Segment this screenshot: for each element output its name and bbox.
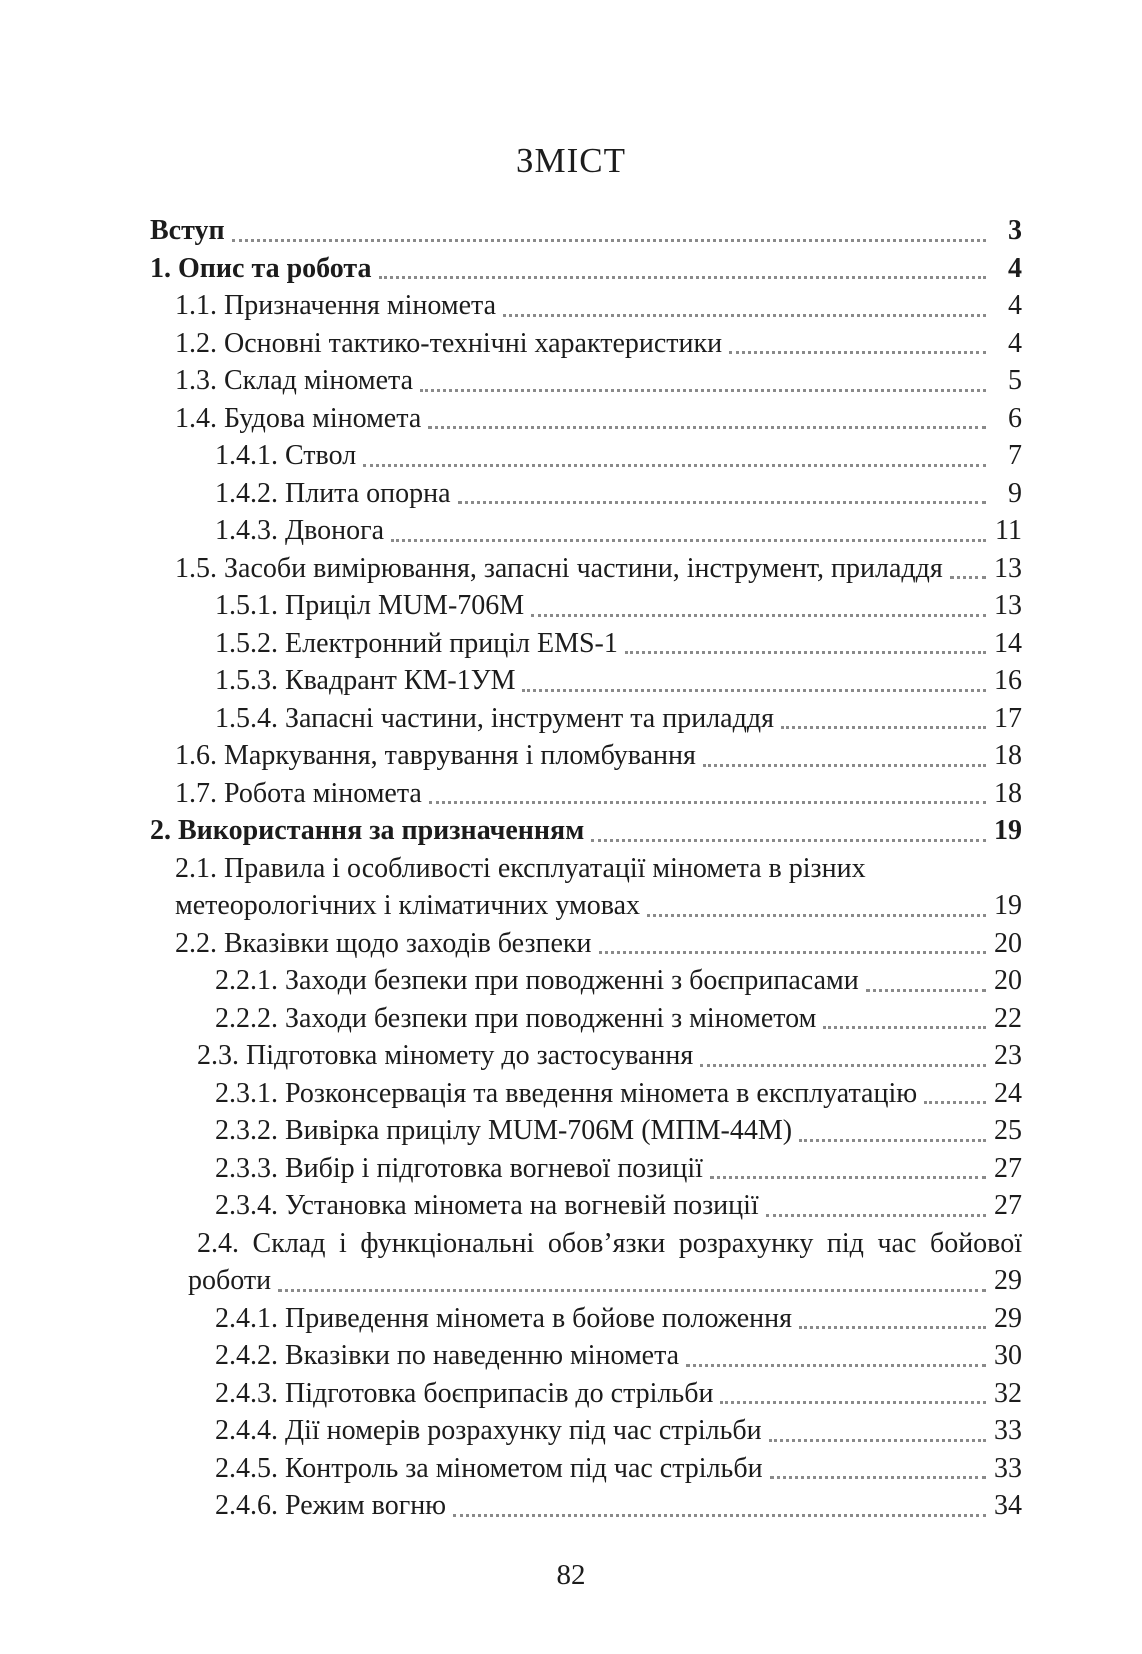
toc-entry-page: 27 [994,1152,1022,1184]
toc-entry-label: 1. Опис та робота [150,252,372,284]
toc-entry [215,587,1022,625]
toc-entry-page: 4 [1008,252,1022,284]
toc-entry-label: 2.3.1. Розконсервація та введення міномета в експлуатацію [215,1077,918,1109]
toc-entry [215,1300,1022,1338]
toc-entry-page: 16 [994,665,1022,696]
dot-leader [420,389,986,392]
dot-leader [781,726,986,729]
toc-entry [215,1075,1022,1113]
toc-entry-line2: роботи [188,1265,272,1296]
toc-entry-label: 2.2. Вказівки щодо заходів безпеки [175,927,592,959]
dot-leader [686,1364,986,1367]
toc-entry-label: 2.4.3. Підготовка боєприпасів до стрільби [215,1377,714,1409]
toc-entry-label: 1.5.2. Електронний приціл EMS-1 [215,627,618,659]
dot-leader [391,539,986,542]
dot-leader [729,351,986,354]
toc-entry [215,1112,1022,1150]
toc-entry [175,362,1022,400]
toc-entry-label: 2.4.5. Контроль за мінометом під час стрільби [215,1452,763,1484]
toc-entry [215,962,1022,1000]
dot-leader [531,614,986,617]
toc-entry-page: 25 [994,1115,1022,1146]
dot-leader [428,426,986,429]
dot-leader [599,951,987,954]
dot-leader [458,501,986,504]
toc-entry-label: 1.5.3. Квадрант КМ-1УМ [215,665,516,696]
toc-entry-page: 14 [994,627,1022,659]
dot-leader [799,1139,986,1142]
dot-leader [625,651,986,654]
toc-entry-page: 29 [994,1302,1022,1334]
toc-entry-page: 4 [1008,290,1022,321]
dot-leader [591,839,986,842]
toc-entry-page: 23 [994,1040,1022,1071]
dot-leader [866,989,986,992]
toc-entry-label: 2.3.4. Установка міномета на вогневій позиції [215,1190,759,1221]
toc-entry [215,437,1022,475]
toc-entry-label: 2.2.1. Заходи безпеки при поводженні з боєприпасами [215,965,859,996]
toc-entry [175,400,1022,438]
dot-leader [278,1289,986,1292]
toc-entry-label: 1.2. Основні тактико-технічні характеристики [175,327,723,359]
toc-entry [175,737,1022,775]
toc-entry [175,550,1022,588]
dot-leader [429,801,986,804]
toc-entry-label: 1.5.1. Приціл MUM-706M [215,590,525,621]
dot-leader [924,1101,986,1104]
dot-leader [823,1026,986,1029]
toc-entry [215,1187,1022,1225]
toc-entry [175,287,1022,325]
toc-entry [215,512,1022,550]
toc-entry-label: 2.4.2. Вказівки по наведенню міномета [215,1340,680,1371]
toc-entry-page: 27 [994,1190,1022,1221]
toc-entry [215,475,1022,513]
toc-entry-page: 33 [994,1415,1022,1446]
toc-entry [215,1337,1022,1375]
toc-entry-page: 4 [1008,327,1022,359]
dot-leader [503,314,986,317]
toc-entry [175,775,1022,813]
toc-entry [215,700,1022,738]
dot-leader [766,1214,986,1217]
toc-list [150,212,1022,1525]
toc-entry-label: Вступ [150,215,225,246]
toc-entry-label: 2.4.4. Дії номерів розрахунку під час стрільби [215,1415,762,1446]
toc-entry-multiline [188,1225,1022,1300]
toc-entry-page: 34 [994,1490,1022,1521]
toc-entry-label: 1.5. Засоби вимірювання, запасні частини, інструмент, приладдя [175,552,943,584]
toc-entry-page: 5 [1008,365,1022,396]
toc-entry [215,1000,1022,1038]
toc-entry [150,250,1022,288]
toc-entry-page: 7 [1008,440,1022,471]
toc-entry-page: 11 [995,515,1022,546]
dot-leader [522,689,986,692]
toc-entry-label: 1.1. Призначення міномета [175,290,497,321]
toc-entry-line2: метеорологічних і кліматичних умовах [175,890,640,921]
toc-entry [215,1412,1022,1450]
toc-entry [175,925,1022,963]
dot-leader [770,1476,986,1479]
toc-entry-label: 2.4.1. Приведення міномета в бойове положення [215,1302,793,1334]
dot-leader [950,576,986,579]
toc-entry-line1: 2.4. Склад і функціональні обов’язки розрахунку під час бойової [197,1227,1022,1259]
toc-entry-page: 24 [994,1077,1022,1109]
toc-entry [215,662,1022,700]
dot-leader [700,1064,986,1067]
toc-entry-label: 1.6. Маркування, таврування і пломбування [175,740,696,771]
toc-entry-label: 1.4. Будова міномета [175,402,422,434]
toc-entry-label: 2.3.2. Вивірка прицілу MUM-706M (МПМ-44М) [215,1115,793,1146]
toc-entry-page: 18 [994,777,1022,809]
toc-entry [150,812,1022,850]
toc-entry-line1: 2.1. Правила і особливості експлуатації міномета в різних [175,852,866,884]
folio-page-number: 82 [556,1559,586,1591]
toc-entry-label: 1.4.3. Двонога [215,515,385,546]
toc-entry-label: 2.2.2. Заходи безпеки при поводженні з мінометом [215,1002,817,1034]
toc-entry-label: 2.3.3. Вибір і підготовка вогневої позиції [215,1152,703,1184]
toc-entry-page: 6 [1008,402,1022,434]
toc-entry-page: 9 [1008,477,1022,509]
dot-leader [710,1176,986,1179]
dot-leader [799,1326,986,1329]
toc-entry-page: 19 [994,815,1022,846]
dot-leader [720,1401,986,1404]
toc-entry [175,325,1022,363]
dot-leader [379,276,987,279]
toc-entry-page: 18 [994,740,1022,771]
toc-entry-page: 33 [994,1452,1022,1484]
toc-entry [197,1037,1022,1075]
toc-entry-label: 2.4.6. Режим вогню [215,1490,447,1521]
toc-entry-page: 32 [994,1377,1022,1409]
toc-entry-page: 30 [994,1340,1022,1371]
toc-entry-page: 19 [994,890,1022,921]
toc-entry-continuation [175,887,1022,925]
toc-entry-label: 1.3. Склад міномета [175,365,414,396]
toc-entry-page: 20 [994,965,1022,996]
toc-entry-label: 1.7. Робота міномета [175,777,422,809]
toc-entry-page: 22 [994,1002,1022,1034]
toc-entry-page: 13 [994,552,1022,584]
toc-entry-multiline [175,850,1022,925]
toc-entry-continuation [188,1262,1022,1300]
toc-entry-page: 3 [1008,215,1022,246]
toc-entry-page: 13 [994,590,1022,621]
page-title: ЗМІСТ [515,141,627,180]
toc-entry [215,1450,1022,1488]
dot-leader [703,764,986,767]
toc-entry [215,625,1022,663]
toc-entry-label: 1.4.1. Ствол [215,440,357,471]
toc-entry-label: 1.4.2. Плита опорна [215,477,451,509]
dot-leader [769,1439,986,1442]
toc-entry-label: 2.3. Підготовка міномету до застосування [197,1040,694,1071]
toc-entry [215,1487,1022,1525]
toc-entry-page: 20 [994,927,1022,959]
toc-entry [215,1150,1022,1188]
dot-leader [453,1514,986,1517]
toc-entry-label: 2. Використання за призначенням [150,815,585,846]
dot-leader [647,914,986,917]
toc-entry-page: 17 [994,702,1022,734]
toc-entry-label: 1.5.4. Запасні частини, інструмент та приладдя [215,702,774,734]
toc-entry [150,212,1022,250]
dot-leader [363,464,986,467]
toc-entry [215,1375,1022,1413]
dot-leader [232,239,986,242]
toc-entry-page: 29 [994,1265,1022,1296]
